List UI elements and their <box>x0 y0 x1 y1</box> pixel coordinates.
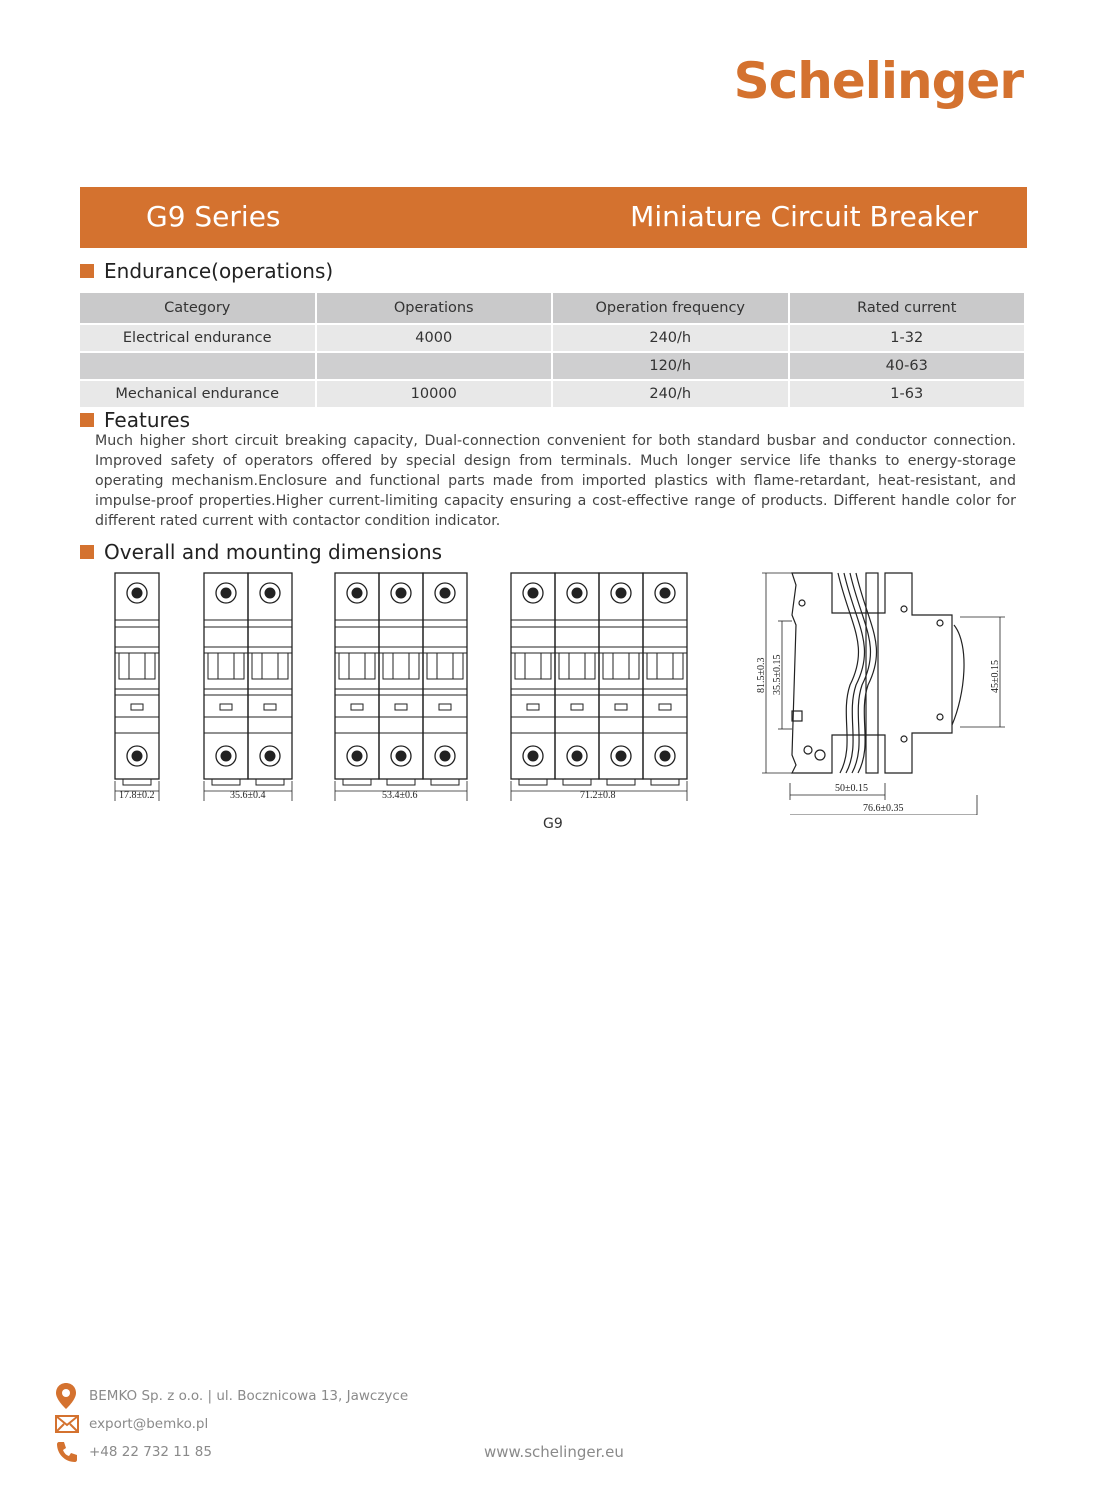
bullet-square-icon <box>80 545 94 559</box>
table-cell <box>317 353 552 379</box>
table-cell: 1-63 <box>790 381 1025 407</box>
series-banner <box>80 187 1027 248</box>
column-header: Operation frequency <box>553 293 788 323</box>
footer-address <box>55 1382 408 1410</box>
table-cell: 120/h <box>553 353 788 379</box>
phone-icon <box>55 1440 79 1464</box>
breaker-2-pole <box>204 573 292 785</box>
breaker-side-view <box>792 573 964 773</box>
table-cell: 10000 <box>317 381 552 407</box>
table-header-row <box>80 293 1024 323</box>
breaker-1-pole <box>115 573 159 785</box>
column-header: Operations <box>317 293 552 323</box>
website-link[interactable]: www.schelinger.eu <box>484 1443 624 1461</box>
features-text: Much higher short circuit breaking capacity, Dual-connection convenient for both standard busbar and conductor connection. Improved safety of operators offered by special design from terminals. Much longer service life thanks to energy-storage operating mechanism.Enclosure and functional parts made from imported plastics with flame-retardant, heat-resistant, and impulse-proof properties.Higher current-limiting capacity ensuring a cost-effective range of products. Different handle color for different rated current with contactor condition indicator. <box>95 433 1016 529</box>
endurance-table <box>78 291 1026 409</box>
brand-logo: Schelinger <box>733 52 1023 110</box>
width-label-4p: 71.2±0.8 <box>580 790 616 801</box>
footer-email-text[interactable]: export@bemko.pl <box>89 1416 209 1432</box>
column-header: Rated current <box>790 293 1025 323</box>
breaker-4-pole <box>511 573 687 785</box>
width-label-3p: 53.4±0.6 <box>382 790 418 801</box>
height-total-label: 81.5±0.3 <box>756 657 767 693</box>
endurance-title: Endurance(operations) <box>104 259 334 283</box>
table-cell: 240/h <box>553 381 788 407</box>
dimension-drawing <box>80 565 1020 815</box>
bullet-square-icon <box>80 264 94 278</box>
table-row <box>80 353 1024 379</box>
table-cell <box>80 353 315 379</box>
location-pin-icon <box>55 1382 77 1410</box>
footer-email <box>55 1415 208 1433</box>
endurance-heading <box>80 259 333 283</box>
table-cell: 40-63 <box>790 353 1025 379</box>
table-cell: Electrical endurance <box>80 325 315 351</box>
breaker-3-pole <box>335 573 467 785</box>
height-inner-label: 35.5±0.15 <box>772 654 783 695</box>
dimensions-heading <box>80 540 442 564</box>
footer-address-text: BEMKO Sp. z o.o. | ul. Bocznicowa 13, Jawczyce <box>89 1388 409 1404</box>
envelope-icon <box>55 1415 79 1433</box>
features-heading <box>80 408 190 432</box>
table-cell: 4000 <box>317 325 552 351</box>
depth-inner-label: 50±0.15 <box>835 783 868 794</box>
table-cell: 240/h <box>553 325 788 351</box>
footer-phone-text: +48 22 732 11 85 <box>89 1444 212 1460</box>
column-header: Category <box>80 293 315 323</box>
table-cell: 1-32 <box>790 325 1025 351</box>
depth-total-label: 76.6±0.35 <box>863 803 904 814</box>
table-cell: Mechanical endurance <box>80 381 315 407</box>
footer-phone <box>55 1440 212 1464</box>
features-title: Features <box>104 408 190 432</box>
bullet-square-icon <box>80 413 94 427</box>
product-title: Miniature Circuit Breaker <box>630 200 978 233</box>
height-right-label: 45±0.15 <box>990 660 1001 693</box>
drawing-caption: G9 <box>543 816 563 832</box>
series-title: G9 Series <box>146 200 281 233</box>
width-label-1p: 17.8±0.2 <box>119 790 155 801</box>
width-label-2p: 35.6±0.4 <box>230 790 266 801</box>
dimensions-title: Overall and mounting dimensions <box>104 540 443 564</box>
table-row <box>80 381 1024 407</box>
table-row <box>80 325 1024 351</box>
